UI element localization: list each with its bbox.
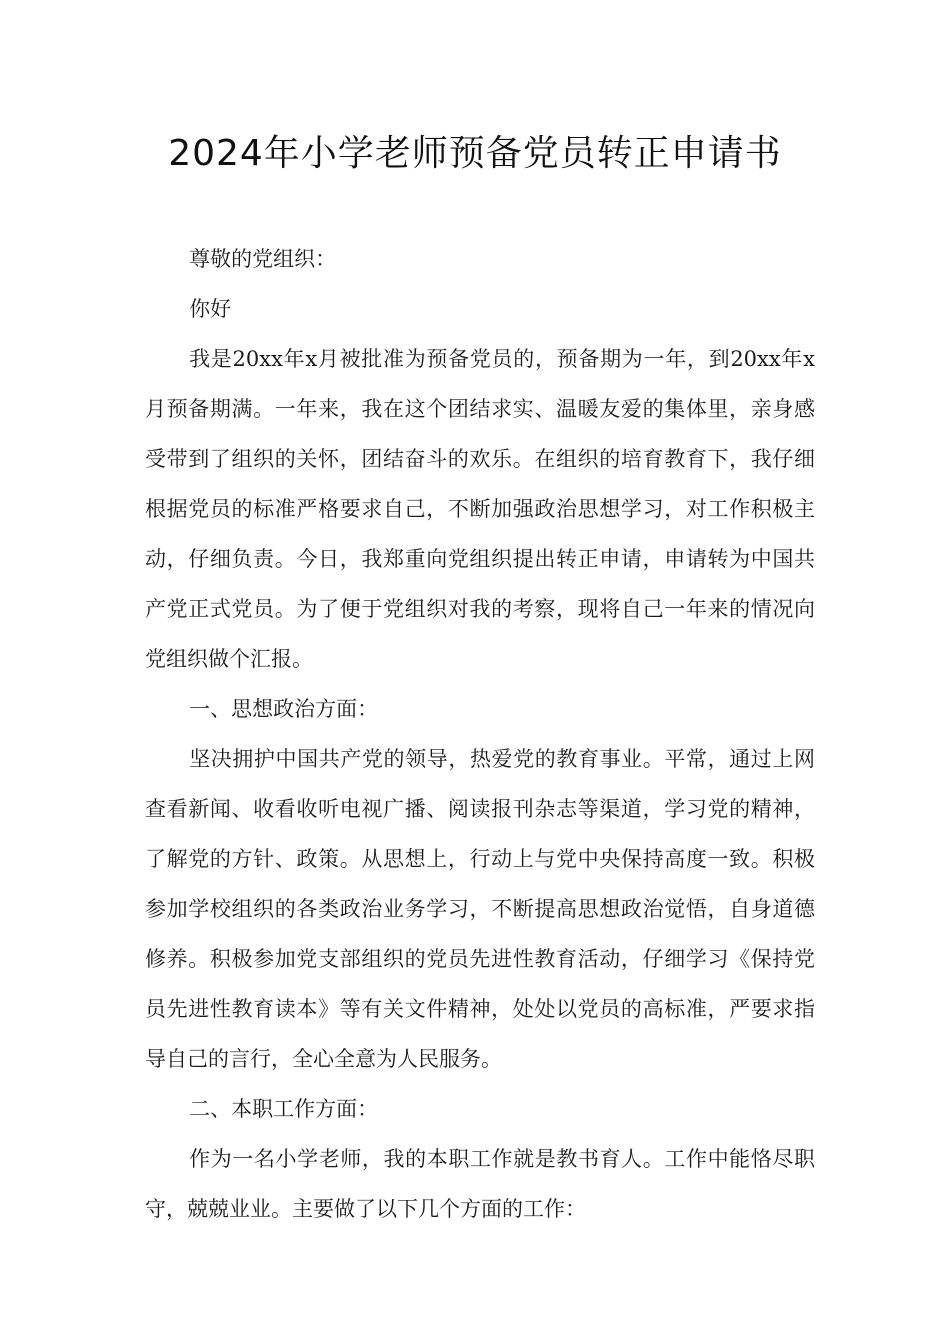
section-heading-work: 二、本职工作方面： [189,1097,379,1121]
greeting: 你好 [189,297,232,321]
ideology-paragraph: 坚决拥护中国共产党的领导，热爱党的教育事业。平常，通过上网查看新闻、收看收听电视广播、阅读报刊杂志等渠道，学习党的精神，了解党的方针、政策。从思想上，行动上与党中央保持高度一致。积极参加学校组织的各类政治业务学习，不断提高思想政治觉悟，自身道德修养。积极参加党支部组织的党员先进性教育活动，仔细学习《保持党员先进性教育读本》等有关文件精神，处处以党员的高标准，严要求指导自己的言行，全心全意为人民服务。 [145,747,815,1071]
salutation: 尊敬的党组织： [189,247,337,271]
work-paragraph: 作为一名小学老师，我的本职工作就是教书育人。工作中能恪尽职守，兢兢业业。主要做了以下几个方面的工作： [145,1147,815,1221]
section-heading-ideology: 一、思想政治方面： [189,697,379,721]
intro-paragraph: 我是20xx年x月被批准为预备党员的，预备期为一年，到20xx年x月预备期满。一年来，我在这个团结求实、温暖友爱的集体里，亲身感受带到了组织的关怀，团结奋斗的欢乐。在组织的培育教育下，我仔细根据党员的标准严格要求自己，不断加强政治思想学习，对工作积极主动，仔细负责。今日，我郑重向党组织提出转正申请，申请转为中国共产党正式党员。为了便于党组织对我的考察，现将自己一年来的情况向党组织做个汇报。 [145,347,815,671]
document-title: 2024年小学老师预备党员转正申请书 [168,133,782,174]
document-body [145,234,815,1234]
